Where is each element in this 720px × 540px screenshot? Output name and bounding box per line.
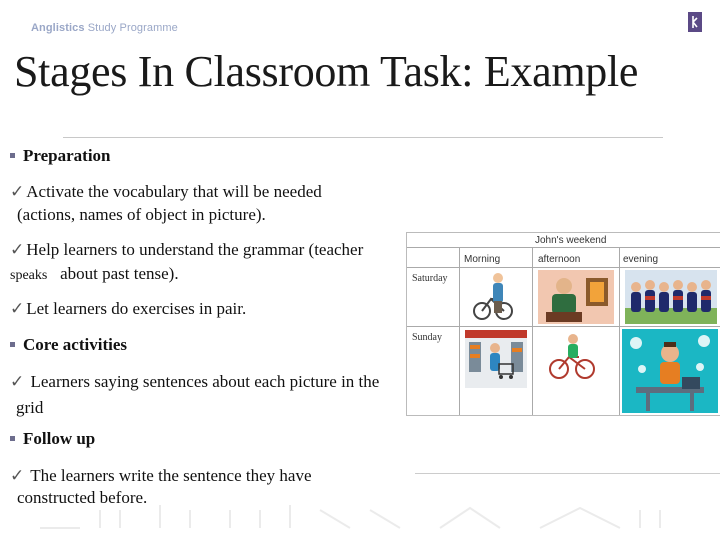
core-item-1-cont: grid — [16, 398, 44, 417]
programme-name: Anglistics — [31, 22, 85, 34]
grid-line — [532, 247, 533, 415]
square-bullet-icon — [10, 436, 15, 441]
cycling-picture-icon — [471, 271, 515, 323]
grid-line — [407, 326, 720, 327]
grid-title: John's weekend — [535, 235, 607, 246]
preparation-item-1-text: Activate the vocabulary that will be needed — [26, 182, 322, 201]
column-header-evening: evening — [623, 254, 659, 265]
check-icon: ✓ — [10, 372, 25, 391]
grid-line — [459, 247, 460, 415]
check-icon: ✓ — [10, 240, 25, 259]
weekend-grid-image — [406, 232, 720, 416]
reading-picture-icon — [538, 270, 614, 324]
group-picture-icon — [625, 270, 717, 324]
preparation-item-2-cont — [10, 264, 179, 284]
row-header-saturday: Saturday — [412, 273, 448, 284]
grid-line — [407, 247, 720, 248]
follow-heading — [10, 429, 95, 449]
decorative-footer-pattern — [40, 500, 680, 530]
core-heading-text: Core activities — [23, 335, 128, 354]
check-icon: ✓ — [10, 299, 25, 318]
bicycle-picture-icon — [547, 333, 597, 381]
follow-item-1 — [10, 466, 312, 486]
check-icon: ✓ — [10, 182, 25, 201]
square-bullet-icon — [10, 342, 15, 347]
grid-line — [619, 247, 620, 415]
footer-divider — [415, 473, 720, 474]
preparation-item-3 — [10, 299, 246, 319]
follow-item-1-text: The learners write the sentence they have — [26, 466, 312, 485]
shopping-picture-icon — [465, 330, 527, 388]
row-header-sunday: Sunday — [412, 332, 442, 343]
preparation-item-1-cont: (actions, names of object in picture). — [17, 205, 266, 224]
speaks-word: speaks — [10, 268, 48, 283]
core-item-1 — [10, 372, 379, 392]
preparation-item-2 — [10, 240, 363, 260]
studying-picture-icon — [622, 329, 718, 413]
follow-heading-text: Follow up — [23, 429, 96, 448]
column-header-afternoon: afternoon — [538, 254, 581, 265]
preparation-item-1 — [10, 182, 322, 202]
follow-item-1-cont: constructed before. — [17, 488, 148, 507]
column-header-morning: Morning — [464, 254, 501, 265]
programme-suffix: Study Programme — [84, 22, 178, 34]
slide-title: Stages In Classroom Task: Example — [14, 47, 639, 96]
preparation-item-2-text: Help learners to understand the grammar (teacher — [26, 240, 364, 259]
preparation-item-2-cont-text: about past tense). — [60, 264, 179, 283]
preparation-item-3-text: Let learners do exercises in pair. — [26, 299, 247, 318]
square-bullet-icon — [10, 153, 15, 158]
preparation-heading-text: Preparation — [23, 146, 111, 165]
preparation-heading — [10, 146, 111, 166]
grid-line — [407, 267, 720, 268]
check-icon: ✓ — [10, 466, 25, 485]
core-heading — [10, 335, 127, 355]
core-item-1-text: Learners saying sentences about each picture in the — [26, 372, 380, 391]
